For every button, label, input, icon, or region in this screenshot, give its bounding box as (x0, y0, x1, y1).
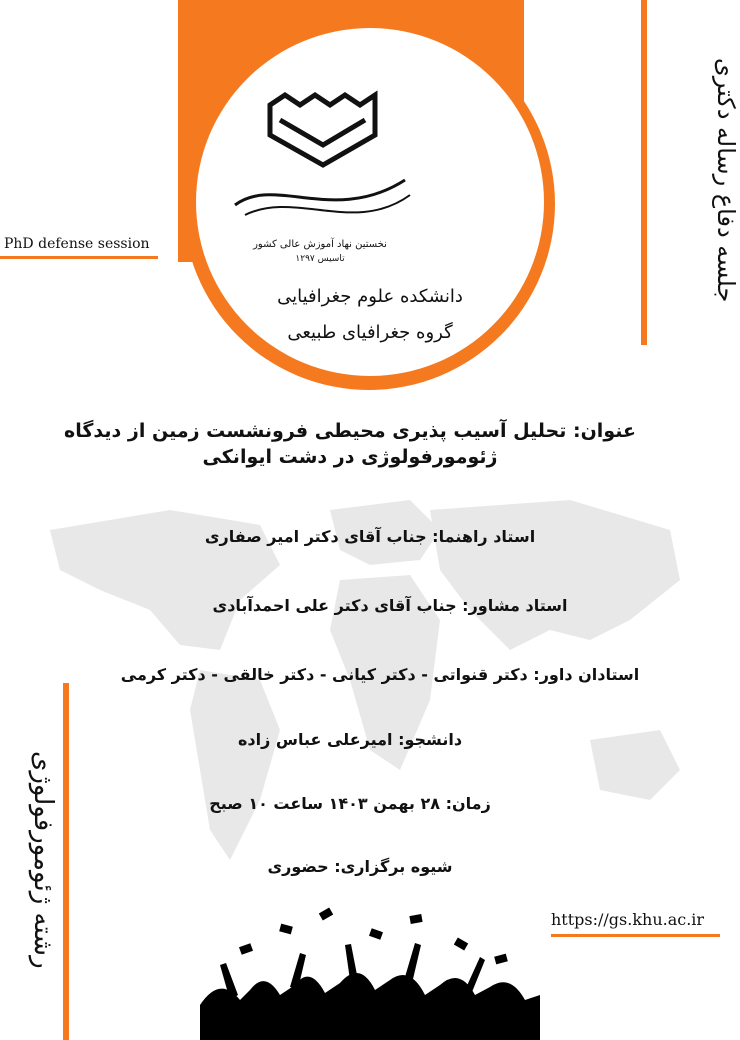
vertical-field-title: رشته ژئومورفولوژی (28, 751, 58, 969)
phd-defense-label: PhD defense session (4, 236, 150, 252)
advisor-line: استاد مشاور: جناب آقای دکتر علی احمدآبادی (212, 596, 568, 615)
logo-subtext: نخستین نهاد آموزش عالی کشور (253, 239, 387, 250)
vertical-session-title: جلسه دفاع رساله دکتری (712, 57, 740, 303)
supervisor-line: استاد راهنما: جناب آقای دکتر امیر صفاری (204, 527, 536, 546)
time-line: زمان: ۲۸ بهمن ۱۴۰۳ ساعت ۱۰ صبح (209, 794, 491, 813)
format-line: شیوه برگزاری: حضوری (267, 857, 453, 876)
department-name: گروه جغرافیای طبیعی (287, 322, 453, 343)
left-accent-line (63, 683, 69, 1040)
phd-label-underline (0, 256, 158, 259)
student-line: دانشجو: امیرعلی عباس زاده (237, 730, 463, 749)
logo-year: تاسیس ۱۲۹۷ (295, 254, 345, 264)
university-logo (215, 65, 425, 275)
referees-line: استادان داور: دکتر قنواتی - دکتر کیانی - دکتر خالقی - دکتر کرمی (120, 665, 640, 684)
thesis-title: عنوان: تحلیل آسیب پذیری محیطی فرونشست زمین از دیدگاه ژئومورفولوژی در دشت ایوانکی (64, 420, 636, 468)
website-underline (551, 934, 720, 937)
graduates-silhouette-image (200, 895, 540, 1040)
website-link[interactable]: https://gs.khu.ac.ir (551, 910, 705, 929)
faculty-name: دانشکده علوم جغرافیایی (277, 286, 463, 307)
